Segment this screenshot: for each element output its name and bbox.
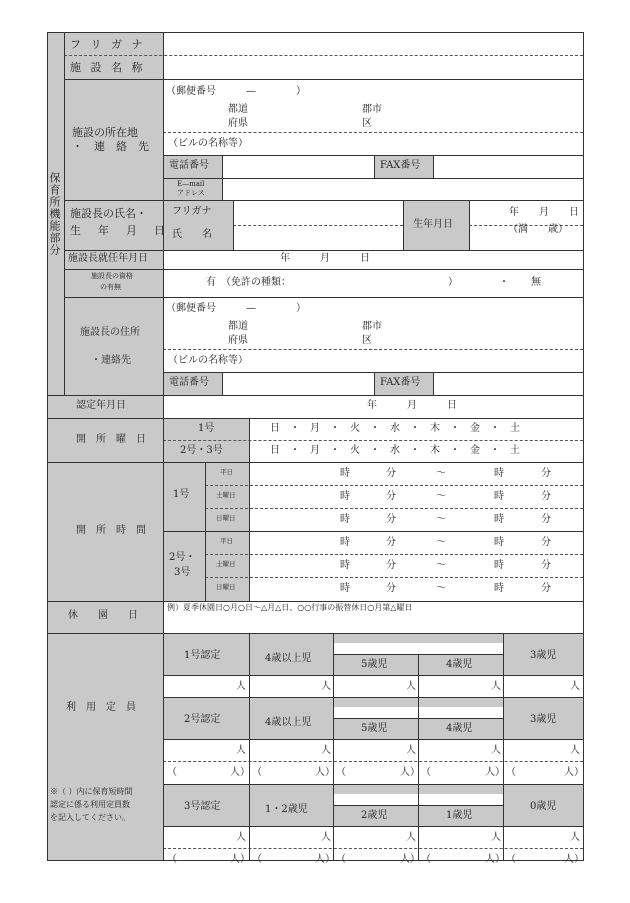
capacity-note: ※（ ）内に保育短時間 (50, 787, 133, 796)
capacity-col-label: 4歳児 (446, 659, 473, 670)
director-qual-yes: 有 （免許の種類： (206, 277, 291, 288)
hours-minute-unit: 分 (541, 491, 551, 502)
capacity-paren-open: （ (167, 767, 177, 778)
facility-todofuken-2: 府県 (228, 118, 248, 129)
capacity-paren-close: 人） (230, 854, 250, 865)
facility-email-label: E—mail (177, 180, 205, 188)
capacity-unit: 人 (406, 745, 416, 756)
open-days-label: 開 所 曜 日 (76, 434, 146, 445)
facility-name-label: 施 設 名 称 (70, 61, 146, 74)
director-name-label: 施設長の氏名・ (70, 207, 147, 220)
capacity-unit: 人 (491, 745, 501, 756)
open-hours-group-2b: 3号 (174, 567, 191, 578)
capacity-paren-open: （ (252, 854, 262, 865)
hours-tilde: 〜 (436, 491, 446, 502)
facility-tel-field[interactable] (223, 156, 373, 177)
closed-days-label: 休 園 日 (68, 610, 138, 621)
facility-address-label: 施設の所在地 (72, 126, 138, 139)
facility-fax-label: FAX番号 (380, 160, 421, 171)
facility-gunshi: 郡市 (362, 104, 382, 115)
capacity-paren-open: （ (506, 854, 516, 865)
capacity-col-label: 4歳児 (446, 723, 473, 734)
hours-minute-unit: 分 (386, 583, 396, 594)
capacity-total-label: 1・2歳児 (265, 804, 308, 815)
hours-hour-unit: 時 (340, 514, 350, 525)
capacity-unit: 人 (406, 681, 416, 692)
open-days-row-1[interactable]: 日 ・ 月 ・ 火 ・ 水 ・ 木 ・ 金 ・ 土 (270, 423, 520, 434)
hours-hour-unit: 時 (494, 583, 504, 594)
capacity-paren-open: （ (252, 767, 262, 778)
hours-tilde: 〜 (436, 537, 446, 548)
capacity-total-label: 4歳以上児 (265, 653, 312, 664)
facility-tel-label: 電話番号 (169, 160, 209, 171)
open-days-row-2[interactable]: 日 ・ 月 ・ 火 ・ 水 ・ 木 ・ 金 ・ 土 (270, 445, 520, 456)
capacity-paren-close: 人） (485, 854, 505, 865)
hours-minute-unit: 分 (386, 537, 396, 548)
hours-hour-unit: 時 (340, 468, 350, 479)
capacity-paren-open: （ (336, 767, 346, 778)
capacity-unit: 人 (236, 832, 246, 843)
director-start-ymd: 年 月 日 (280, 253, 370, 264)
director-building-label: （ビルの名称等） (168, 355, 248, 366)
capacity-col-label: 5歳児 (361, 659, 388, 670)
director-gunshi: 郡市 (362, 321, 382, 332)
hours-hour-unit: 時 (340, 560, 350, 571)
hours-tilde: 〜 (436, 468, 446, 479)
nintei-label: 認定年月日 (76, 400, 126, 411)
director-postal-label: （郵便番号 — ） (166, 303, 306, 314)
capacity-unit: 人 (406, 832, 416, 843)
capacity-paren-open: （ (506, 767, 516, 778)
capacity-unit: 人 (321, 681, 331, 692)
capacity-label: 利 用 定 員 (66, 702, 136, 713)
hours-hour-unit: 時 (494, 514, 504, 525)
director-shimei: 氏 名 (172, 229, 212, 240)
director-birth-age: （満 歳） (508, 224, 568, 235)
hours-hour-unit: 時 (494, 537, 504, 548)
hours-minute-unit: 分 (541, 514, 551, 525)
open-hours-group-2: 2号・ (169, 552, 196, 563)
director-name-field[interactable] (234, 226, 402, 249)
director-qual-label-2: の有無 (100, 283, 121, 291)
capacity-paren-open: （ (167, 854, 177, 865)
capacity-group-name: 2号認定 (184, 714, 221, 725)
hours-hour-unit: 時 (340, 583, 350, 594)
director-birth-label: 生年月日 (413, 219, 453, 230)
open-days-type-1: 1号 (198, 423, 215, 434)
capacity-col-label: 3歳児 (530, 650, 557, 661)
capacity-paren-open: （ (421, 767, 431, 778)
capacity-paren-close: 人） (564, 854, 584, 865)
capacity-paren-close: 人） (485, 767, 505, 778)
section-label: 保育所機能部分 (48, 172, 61, 256)
capacity-col-label: 3歳児 (530, 714, 557, 725)
facility-email-field[interactable] (223, 179, 583, 199)
director-qual-dot: ・ (499, 277, 509, 288)
open-hours-group-1: 1号 (173, 489, 190, 500)
hours-tilde: 〜 (436, 514, 446, 525)
capacity-col-label: 1歳児 (446, 810, 473, 821)
capacity-paren-close: 人） (400, 767, 420, 778)
hours-minute-unit: 分 (386, 560, 396, 571)
director-addr-label-2: ・連絡先 (91, 355, 131, 366)
hours-day-label: 日曜日 (216, 583, 236, 591)
facility-address-label-2: ・ 連 絡 先 (72, 140, 149, 153)
director-fax-label: FAX番号 (380, 377, 421, 388)
director-todofuken: 都道 (228, 321, 248, 332)
facility-postal-label: （郵便番号 — ） (166, 86, 306, 97)
hours-minute-unit: 分 (386, 514, 396, 525)
hours-minute-unit: 分 (386, 491, 396, 502)
hours-day-label: 平日 (220, 468, 233, 476)
director-furigana: フリガナ (172, 206, 212, 217)
capacity-paren-close: 人） (400, 854, 420, 865)
capacity-col-label: 0歳児 (530, 801, 557, 812)
capacity-paren-close: 人） (230, 767, 250, 778)
facility-gunshi-2: 区 (362, 118, 372, 129)
capacity-col-label: 2歳児 (361, 810, 388, 821)
capacity-unit: 人 (570, 745, 580, 756)
capacity-paren-close: 人） (315, 767, 335, 778)
capacity-paren-close: 人） (315, 854, 335, 865)
director-qual-no: 無 (531, 277, 541, 288)
nintei-ymd: 年 月 日 (367, 400, 457, 411)
capacity-unit: 人 (236, 681, 246, 692)
open-days-type-2: 2号・3号 (180, 445, 223, 456)
hours-hour-unit: 時 (494, 560, 504, 571)
facility-name-field[interactable] (164, 56, 583, 78)
hours-day-label: 平日 (220, 537, 233, 545)
hours-hour-unit: 時 (494, 468, 504, 479)
director-name-label-2: 生 年 月 日 (70, 224, 168, 237)
hours-hour-unit: 時 (494, 491, 504, 502)
director-start-label: 施設長就任年月日 (68, 253, 148, 264)
hours-hour-unit: 時 (340, 537, 350, 548)
capacity-unit: 人 (570, 832, 580, 843)
facility-email-label-2: アドレス (177, 189, 205, 197)
capacity-group-name: 1号認定 (184, 650, 221, 661)
director-tel-label: 電話番号 (169, 377, 209, 388)
director-birth-ymd: 年 月 日 (509, 207, 579, 218)
capacity-col-label: 5歳児 (361, 723, 388, 734)
hours-hour-unit: 時 (340, 491, 350, 502)
capacity-unit: 人 (236, 745, 246, 756)
facility-building-label: （ビルの名称等） (168, 138, 248, 149)
director-qual-close: ） (448, 277, 458, 288)
capacity-paren-open: （ (421, 854, 431, 865)
hours-day-label: 日曜日 (216, 514, 236, 522)
hours-tilde: 〜 (436, 583, 446, 594)
hours-minute-unit: 分 (541, 583, 551, 594)
director-addr-label: 施設長の住所 (80, 327, 140, 338)
capacity-unit: 人 (321, 832, 331, 843)
capacity-group-name: 3号認定 (184, 801, 221, 812)
hours-minute-unit: 分 (541, 560, 551, 571)
capacity-unit: 人 (570, 681, 580, 692)
capacity-paren-open: （ (336, 854, 346, 865)
furigana-label: フ リ ガ ナ (70, 38, 146, 51)
director-qual-label: 施設長の資格 (91, 272, 133, 280)
capacity-unit: 人 (491, 681, 501, 692)
director-todofuken-2: 府県 (228, 335, 248, 346)
closed-days-example: 例）夏季休園日○月○日〜△月△日、○○行事の振替休日○月第△曜日 (167, 603, 413, 612)
open-hours-label: 開 所 時 間 (76, 525, 146, 536)
hours-day-label: 土曜日 (216, 491, 236, 499)
capacity-total-label: 4歳以上児 (265, 717, 312, 728)
capacity-note: 認定に係る利用定員数 (50, 800, 130, 809)
capacity-note: を記入してください。 (50, 813, 130, 822)
capacity-paren-close: 人） (564, 767, 584, 778)
hours-tilde: 〜 (436, 560, 446, 571)
hours-minute-unit: 分 (541, 537, 551, 548)
facility-todofuken: 都道 (228, 104, 248, 115)
hours-minute-unit: 分 (541, 468, 551, 479)
capacity-unit: 人 (491, 832, 501, 843)
hours-minute-unit: 分 (386, 468, 396, 479)
director-gunshi-2: 区 (362, 335, 372, 346)
hours-day-label: 土曜日 (216, 560, 236, 568)
capacity-unit: 人 (321, 745, 331, 756)
